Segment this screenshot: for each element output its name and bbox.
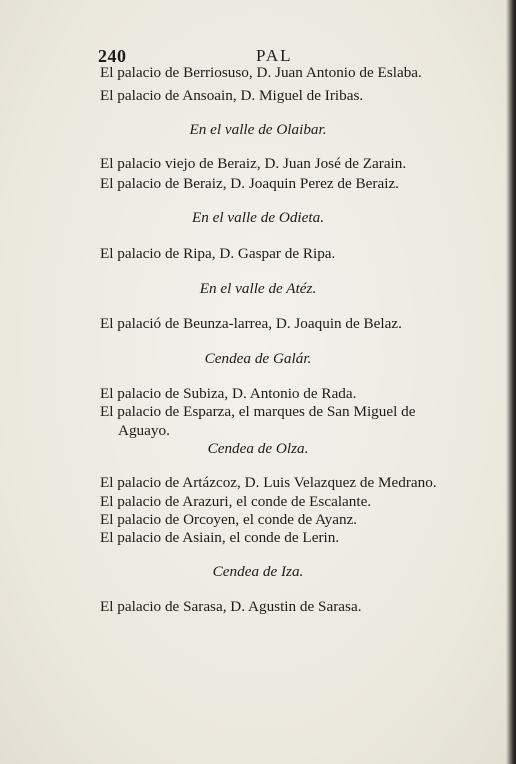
entry-line: El palacio de Subiza, D. Antonio de Rada. bbox=[100, 385, 357, 402]
binding-shadow bbox=[506, 0, 516, 764]
entry-line: El palació de Beunza-larrea, D. Joaquin de Belaz. bbox=[100, 315, 402, 332]
section-heading: Cendea de Iza. bbox=[212, 563, 304, 580]
section-heading: En el valle de Olaibar. bbox=[189, 121, 327, 138]
entry-line: El palacio de Beraiz, D. Joaquin Perez de Beraiz. bbox=[100, 175, 399, 192]
section-heading: Cendea de Galár. bbox=[204, 350, 312, 367]
entry-line-continuation: Aguayo. bbox=[118, 422, 170, 439]
entry-line: El palacio de Arazuri, el conde de Escalante. bbox=[100, 493, 372, 510]
entry-line: El palacio de Asiain, el conde de Lerin. bbox=[100, 529, 340, 546]
entry-line: El palacio de Ansoain, D. Miguel de Iribas. bbox=[100, 87, 364, 104]
running-head: PAL bbox=[256, 46, 293, 65]
entry-line: El palacio de Orcoyen, el conde de Ayanz. bbox=[100, 511, 358, 528]
entry-line: El palacio de Ripa, D. Gaspar de Ripa. bbox=[100, 245, 336, 262]
entry-line: El palacio de Berriosuso, D. Juan Antonio de Eslaba. bbox=[100, 64, 422, 81]
section-heading: Cendea de Olza. bbox=[207, 440, 309, 457]
entry-line: El palacio viejo de Beraiz, D. Juan José de Zarain. bbox=[100, 155, 407, 172]
entry-line: El palacio de Artázcoz, D. Luis Velazquez de Medrano. bbox=[100, 474, 437, 491]
entry-line: El palacio de Esparza, el marques de San Miguel de bbox=[100, 403, 416, 420]
section-heading: En el valle de Odieta. bbox=[191, 209, 324, 226]
page-number: 240 bbox=[98, 46, 127, 66]
entry-line: El palacio de Sarasa, D. Agustin de Sarasa. bbox=[100, 598, 362, 615]
section-heading: En el valle de Atéz. bbox=[199, 280, 317, 297]
